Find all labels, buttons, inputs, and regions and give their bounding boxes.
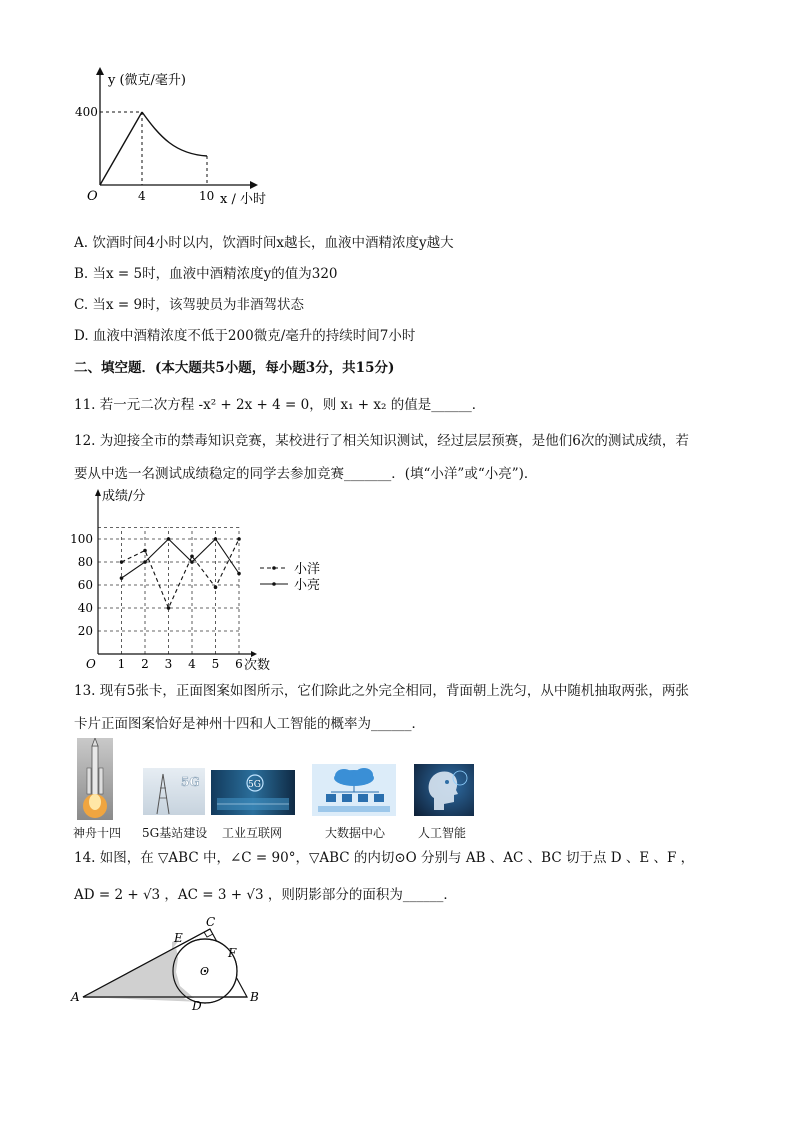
origin-label: O [87, 189, 98, 204]
data-point [214, 537, 218, 541]
legend-marker-2 [272, 582, 276, 586]
y-tick-label: 60 [77, 578, 93, 592]
card-caption-4: 大数据中心 [325, 826, 386, 840]
x-tick-label: 6 [235, 657, 243, 671]
option-c: C. 当x = 9时，该驾驶员为非酒驾状态 [74, 297, 305, 313]
x-tick-label: 4 [188, 657, 196, 671]
network-icon [211, 770, 295, 815]
card-shenzhou [77, 738, 113, 820]
data-point [237, 537, 241, 541]
card-caption-1: 神舟十四 [73, 826, 122, 840]
x-tick-label: 3 [164, 657, 173, 671]
section-2-title: 二、填空题．(本大题共5小题，每小题3分，共15分) [74, 360, 395, 376]
x-tick-label: 1 [117, 657, 126, 671]
y-axis-label: y (微克/毫升) [108, 73, 187, 88]
legend-label-2: 小亮 [294, 578, 321, 593]
question-14-line1: 14. 如图，在 ▽ABC 中，∠C = 90°，▽ABC 的内切⊙O 分别与 AB 、AC 、BC 切于点 D 、E 、F ， [74, 850, 695, 866]
data-point [143, 549, 147, 553]
data-point [120, 576, 124, 580]
label-D: D [192, 999, 202, 1013]
y-axis-arrow [95, 489, 101, 496]
label-B: B [250, 990, 259, 1004]
label-F: F [228, 946, 237, 960]
chart-y-label: 成绩/分 [102, 489, 146, 504]
incircle-figure [66, 912, 276, 1017]
data-point [167, 537, 171, 541]
card-industrial-internet [211, 770, 295, 815]
y-tick-label: 80 [77, 555, 93, 569]
question-13-line2: 卡片正面图案恰好是神州十四和人工智能的概率为______． [74, 716, 425, 732]
data-point [214, 586, 218, 590]
x-axis-label: x / 小时 [220, 192, 266, 207]
cloud-data-icon [312, 764, 396, 816]
option-b: B. 当x = 5时，血液中酒精浓度y的值为320 [74, 266, 338, 282]
series-line-2 [122, 539, 240, 578]
question-12-line1: 12. 为迎接全市的禁毒知识竞赛，某校进行了相关知识测试，经过层层预赛，是他们6次的测试成绩，若 [74, 433, 689, 449]
legend-marker-1 [272, 566, 276, 570]
y-tick-label: 40 [77, 601, 93, 615]
card-caption-2: 5G基站建设 [142, 826, 208, 840]
label-A: A [71, 990, 80, 1004]
label-E: E [174, 931, 183, 945]
question-11: 11. 若一元二次方程 -x² + 2x + 4 = 0，则 x₁ + x₂ 的值是______． [74, 397, 486, 413]
question-12-line2: 要从中选一名测试成绩稳定的同学去参加竞赛_______．(填“小洋”或“小亮”)． [74, 466, 538, 482]
data-point [143, 560, 147, 564]
data-point [190, 554, 194, 558]
card-caption-5: 人工智能 [418, 826, 467, 840]
tick-4: 4 [138, 189, 146, 203]
card-big-data [312, 764, 396, 816]
concentration-figure [60, 62, 270, 212]
y-tick-label: 20 [77, 624, 93, 638]
x-axis-arrow [251, 651, 257, 657]
data-point [167, 606, 171, 610]
option-a: A. 饮酒时间4小时以内，饮酒时间x越长，血液中酒精浓度y越大 [74, 235, 454, 251]
question-13-line1: 13. 现有5张卡，正面图案如图所示，它们除此之外完全相同，背面朝上洗匀，从中随机抽取两张，两张 [74, 683, 689, 699]
question-14-line2: AD = 2 + √3 ，AC = 3 + √3 ，则阴影部分的面积为______． [74, 887, 457, 903]
card-ai [414, 764, 474, 816]
chart-origin-label: O [86, 657, 96, 671]
ai-head-icon [414, 764, 474, 816]
tick-400: 400 [75, 105, 98, 119]
y-tick-label: 100 [70, 532, 93, 546]
card-caption-3: 工业互联网 [222, 826, 283, 840]
score-chart [66, 484, 346, 674]
tick-10: 10 [199, 189, 215, 203]
data-point [190, 560, 194, 564]
card-5g-station [143, 768, 205, 815]
tower-icon [143, 768, 205, 815]
data-point [237, 572, 241, 576]
label-C: C [206, 915, 216, 929]
series-line-1 [122, 539, 240, 608]
badge-5g-1: 5G [181, 775, 200, 789]
legend-label-1: 小洋 [294, 562, 321, 577]
x-tick-label: 5 [211, 657, 220, 671]
badge-5g-2: 5G [248, 780, 261, 790]
data-point [120, 560, 124, 564]
x-tick-label: 2 [141, 657, 149, 671]
chart-x-label: 次数 [244, 658, 271, 673]
rocket-icon [77, 738, 113, 820]
option-d: D. 血液中酒精浓度不低于200微克/毫升的持续时间7小时 [74, 328, 416, 344]
label-O: O [200, 965, 210, 978]
